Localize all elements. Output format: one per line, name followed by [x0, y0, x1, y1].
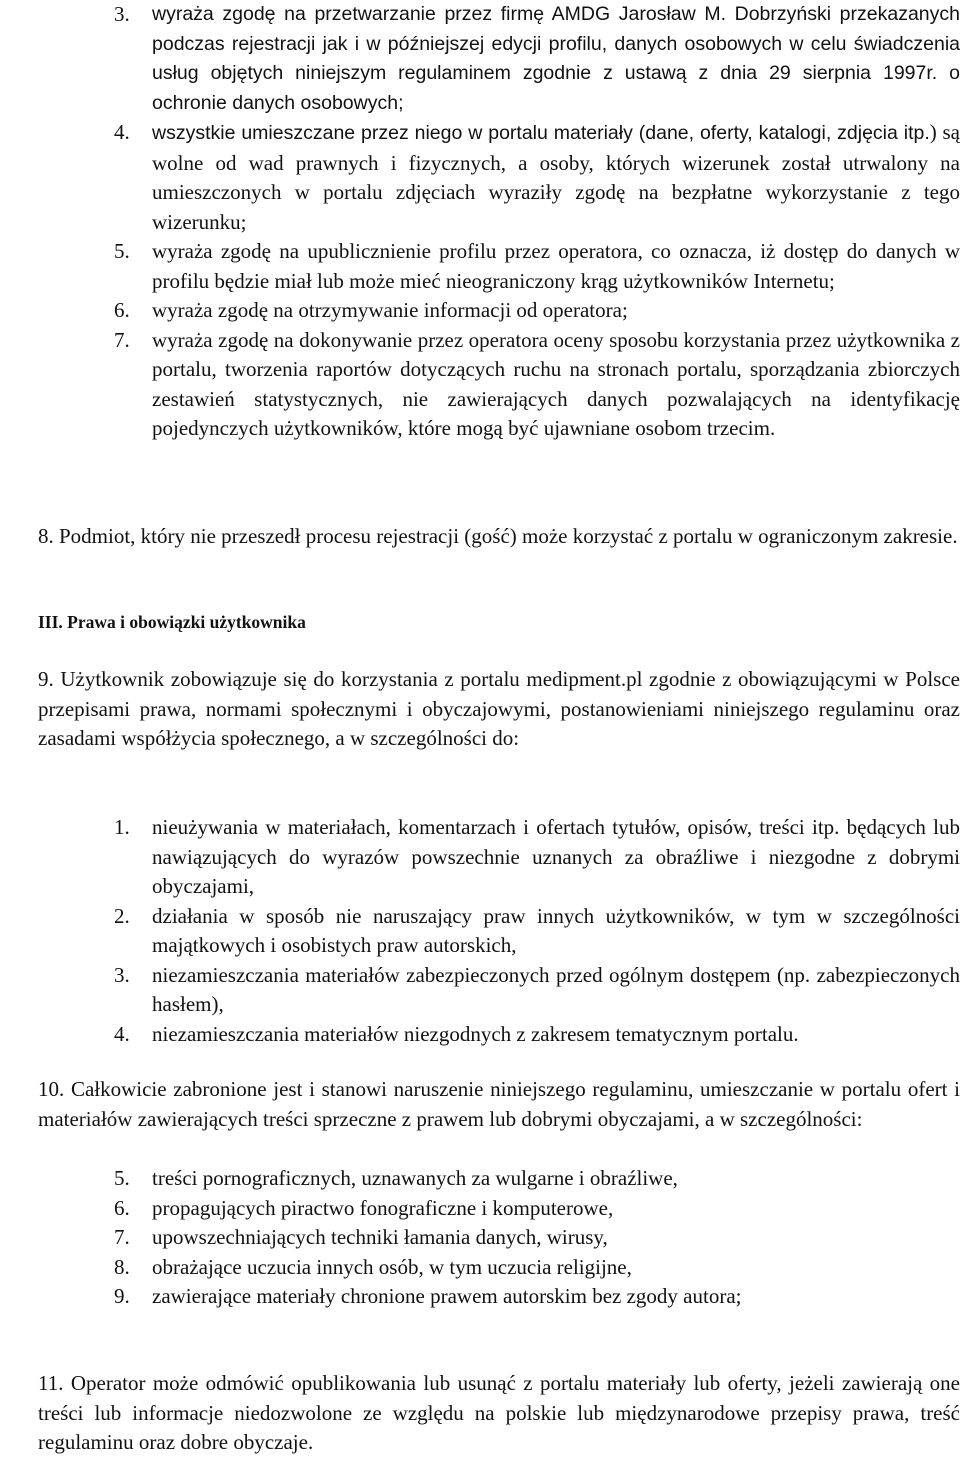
consent-list [114, 0, 960, 444]
list-item [114, 0, 960, 118]
list-item-number: 6. [114, 298, 130, 322]
list-item-number: 7. [114, 327, 130, 352]
list-item-text: upowszechniających techniki łamania danych, wirusy, [152, 1225, 608, 1249]
list-item-number: 1. [114, 815, 130, 839]
list-item [114, 1253, 960, 1283]
list-item [114, 1164, 960, 1194]
paragraph-9: 9. Użytkownik zobowiązuje się do korzystania z portalu medipment.pl zgodnie z obowiązującymi w Polsce przepisami prawa, normami społecznymi i obyczajowymi, postanowieniami niniejszego regulaminu oraz zasadami współżycia społecznego, a w szczególności do: [38, 667, 960, 750]
list-item [114, 326, 960, 444]
list-item-text-part: wszystkie umieszczane przez niego w portalu materiały (dane, oferty, katalogi, zdjęcia itp. [152, 122, 930, 144]
list-item [114, 1282, 960, 1312]
list-item-number: 8. [114, 1254, 130, 1279]
list-item-text: niezamieszczania materiałów niezgodnych z zakresem tematycznym portalu. [152, 1021, 799, 1046]
prohibited-list [114, 1164, 960, 1312]
list-item-text: zawierające materiały chronione prawem autorskim bez zgody autora; [152, 1284, 742, 1308]
list-item-number: 2. [114, 903, 130, 928]
list-item-number: 5. [114, 1166, 130, 1190]
list-item-number: 6. [114, 1195, 130, 1220]
list-item [114, 118, 960, 237]
list-item [114, 902, 960, 961]
list-item-text: nieużywania w materiałach, komentarzach i ofertach tytułów, opisów, treści itp. będących lub nawiązujących do wyrazów powszechnie uznanych za obraźliwe i niezgodne z dobrymi obyczajami, [152, 815, 960, 898]
list-item-text [152, 118, 960, 237]
list-item [114, 296, 960, 326]
list-item-number: 4. [114, 120, 130, 144]
list-item-text: propagujących piractwo fonograficzne i komputerowe, [152, 1195, 614, 1220]
list-item [114, 1223, 960, 1253]
paragraph-11: 11. Operator może odmówić opublikowania lub usunąć z portalu materiały lub oferty, jeżeli zawierają one treści lub informacje niedozwolone ze względu na polskie lub międzynarodowe przepisy prawa, treść regulaminu oraz dobre obyczaje. [38, 1371, 960, 1454]
paragraph-8: 8. Podmiot, który nie przeszedł procesu rejestracji (gość) może korzystać z portalu w ograniczonym zakresie. [38, 524, 958, 548]
list-item-text: obrażające uczucia innych osób, w tym uczucia religijne, [152, 1254, 632, 1279]
list-item-text: wyraża zgodę na upublicznienie profilu przez operatora, co oznacza, iż dostęp do danych w profilu będzie miał lub może mieć nieograniczony krąg użytkowników Internetu; [152, 239, 960, 293]
list-item [114, 1020, 960, 1050]
paragraph-10: 10. Całkowicie zabronione jest i stanowi naruszenie niniejszego regulaminu, umieszczanie w portalu ofert i materiałów zawierających treści sprzeczne z prawem lub dobrymi obyczajami, a w szczególności: [38, 1077, 960, 1131]
list-item-number: 7. [114, 1225, 130, 1249]
obligations-list [114, 813, 960, 1049]
list-item [114, 961, 960, 1020]
list-item [114, 1194, 960, 1224]
section-heading: III. Prawa i obowiązki użytkownika [38, 612, 306, 632]
list-item-text: wyraża zgodę na przetwarzanie przez firmę AMDG Jarosław M. Dobrzyński przekazanych podczas rejestracji jak i w późniejszej edycji profilu, danych osobowych w celu świadczenia usług objętych niniejszym regulaminem zgodnie z ustawą z dnia 29 sierpnia 1997r. o ochronie danych osobowych; [152, 3, 960, 114]
list-item-number: 5. [114, 239, 130, 263]
list-item-number: 4. [114, 1021, 130, 1046]
list-item-number: 9. [114, 1284, 130, 1308]
list-item [114, 237, 960, 296]
list-item-text: działania w sposób nie naruszający praw innych użytkowników, w tym w szczególności majątkowych i osobistych praw autorskich, [152, 903, 960, 957]
list-item-text: treści pornograficznych, uznawanych za wulgarne i obraźliwe, [152, 1166, 678, 1190]
list-item-text: wyraża zgodę na dokonywanie przez operatora oceny sposobu korzystania przez użytkownika z portalu, tworzenia raportów dotyczących ruchu na stronach portalu, sporządzania zbiorczych zestawień statystycznych, nie zawierających danych pozwalających na identyfikację pojedynczych użytkowników, które mogą być ujawniane osobom trzecim. [152, 327, 960, 440]
list-item-text: niezamieszczania materiałów zabezpieczonych przed ogólnym dostępem (np. zabezpieczonych hasłem), [152, 962, 960, 1016]
list-item-number: 3. [114, 2, 130, 26]
list-item [114, 813, 960, 902]
list-item-number: 3. [114, 962, 130, 987]
list-item-text-part: ) są wolne od wad prawnych i fizycznych, a osoby, których wizerunek został utrwalony na umieszczonych w portalu zdjęciach wyraziły zgodę na bezpłatne wykorzystanie z tego wizerunku; [152, 120, 960, 234]
list-item-text: wyraża zgodę na otrzymywanie informacji od operatora; [152, 298, 628, 322]
